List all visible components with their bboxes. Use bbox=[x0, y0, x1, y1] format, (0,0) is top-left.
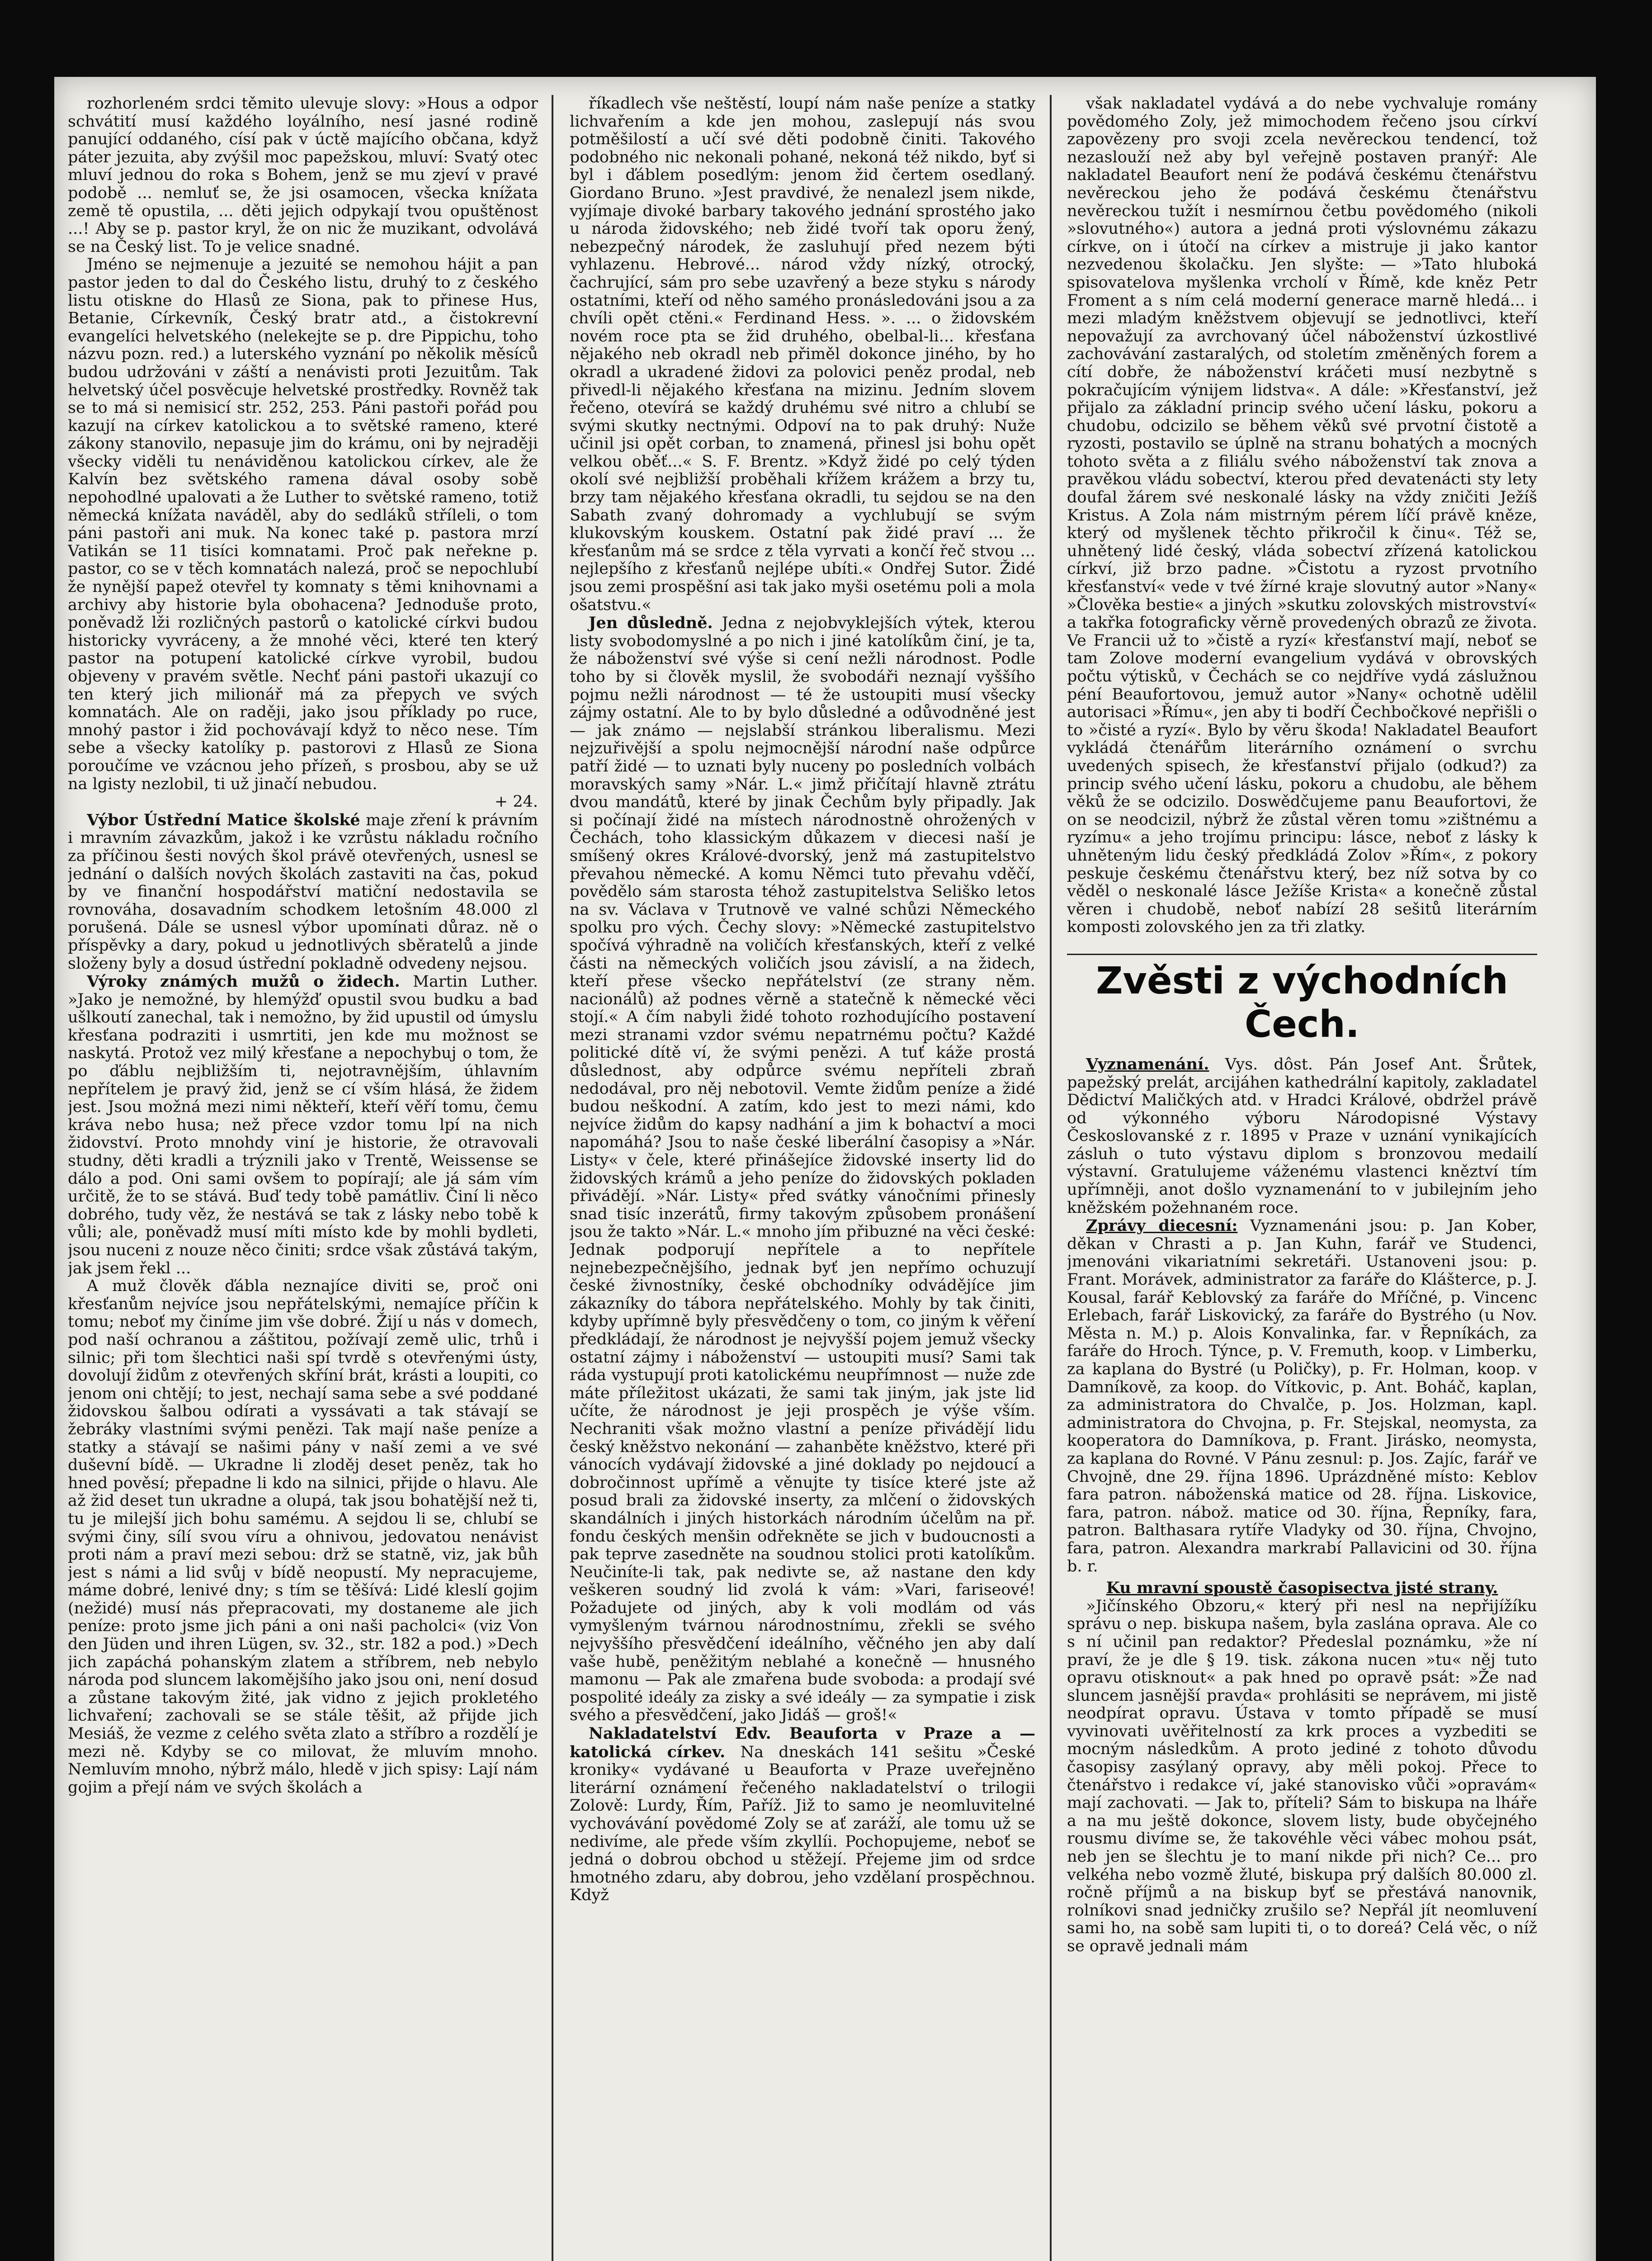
paragraph: Jméno se nejmenuje a jezuité se nemohou hájit a pan pastor jeden to dal do Českého listu, druhý to z českého listu otiskne do Hlasů ze Siona, pak to přinese Hus, Betanie, Církevník, Český bratr atd., a čistokrevní evangelíci helvetského (nelekejte se p. dre Pippichu, toho názvu pozn. red.) a luterského vyznání po několik měsíců budou udržováni v záští a nenávisti proti Jezuitům. Tak helvetský účel posvěcuje helvetské prostředky. Rovněž tak se to má si nemisicí str. 252, 253. Páni pastoři pořád pou kazují na církev katolickou a to světské rameno, které zákony stanovilo, nepasuje jim do krámu, oni by nejraději všecky viděli tu nenáviděnou katolickou církev, ale že Kalvín bez světského ramena dával osoby sobě nepohodlné upalovati a že Luther to světské rameno, totiž německá knížata naváděl, aby do sedláků stříleli, o tom páni pastoři ani muk. Na konec také p. pastora mrzí Vatikán se 11 tisíci komnatami. Proč pak neřekne p. pastor, co se v těch komnatách nalezá, proč se nepochlubí že nynější papež otevřel ty komnaty s těmi knihovnami a archivy aby historie byla obohacena? Jednoduše proto, poněvadž lži rozličných pastorů o katolické církvi budou historicky vyvráceny, a že mnohé věci, které ten který pastor na potupení katolické církve vyrobil, budou objeveny v pravém světle. Nechť páni pastoři ukazují co ten který jich milionář má za přepych ve svých komnatách. Ale on raději, jako jsou příklady po ruce, mnohý pastor i žid pochovávají když to něco nese. Tím sebe a všecky katolíky p. pastorovi z Hlasů ze Siona poroučíme ve vzácnou jeho přízeň, s prosbou, aby se už na lgisty nezlobil, ti už jinačí nebudou. bbox=[68, 255, 538, 793]
article-heading: Zprávy diecesní: bbox=[1086, 1216, 1238, 1235]
author-signature: + 24. bbox=[494, 793, 538, 811]
paragraph: Vyznamenáni jsou: p. Jan Kober, děkan v Chrasti a p. Jan Kuhn, farář ve Studenci, jmenováni vikariatními sekretáři. Ustanoveni jsou: p. Frant. Morávek, administrator za faráře do Klášterce, p. J. Kousal, farář Keblovský za faráře do Mříčné, p. Vincenc Erlebach, farář Liskovický, za faráře do Bystrého (u Nov. Města n. M.) p. Alois Konvalinka, far. v Řepníkách, za faráře do Hroch. Týnce, p. V. Fremuth, koop. v Limberku, za kaplana do Bystré (u Poličky), p. Fr. Holman, koop. v Damníkově, za koop. do Vítkovic, p. Ant. Boháč, kaplan, za administratora do Chvalče, p. Jos. Holzman, kapl. administratora do Chvojna, p. Fr. Stejskal, neomysta, za kooperatora do Damníkova, p. Frant. Jirásko, neomysta, za kaplana do Rovné. V Pánu zesnul: p. Jos. Zajíc, farář ve Chvojně, dne 29. října 1896. Uprázdněné místo: Keblov fara patron. náboženská matice od 28. října. Liskovice, fara, patron. nábož. matice od 30. října, Řepníky, fara, patron. Balthasara rytíře Vladyky od 30. října, Chvojno, fara, patron. Alexandra markrabí Pallavicini od 30. října b. r. bbox=[1067, 1217, 1537, 1575]
article-heading: Výbor Ústřední Matice školské bbox=[87, 810, 360, 829]
paragraph: však nakladatel vydává a do nebe vychvaluje romány povědomého Zoly, jež mimochodem řečeno jsou církví zapovězeny pro svoji zcela nevěreckou tendencí, tož nezaslouží než aby byl veřejně postaven pranýř: Ale nakladatel Beaufort není že podává českému čtenářstvu nevěreckou jeho že podává českému čtenářstvu nevěreckou tužít i nesmírnou četbu povědomého (nikoli »slovutného«) autora a jedná proti výslovnému zákazu církve, on i útočí na církev a mistruje ji jako kantor nezvedenou školačku. Jen slyšte: — »Tato hluboká spisovatelova myšlenka vrcholí v Římě, kde kněz Petr Froment a s ním celá moderní generace marně hledá... i mezi mladým kněžstvem objevují se jednotlivci, kteří nepovažují za avrchovaný účel náboženství úzkostlivé zachovávání zastaralých, od stoletím změněných forem a cítí dobře, že náboženství kráčeti musí nezbytně s pokračujícím výnijem lidstva«. A dále: »Křesťanství, jež přijalo za základní princip svého učení lásku, pokoru a chudobu, odcizilo se během věků své prvotní čistotě a ryzosti, postavilo se úplně na stranu bohatých a mocných tohoto světa a z filiálu svého náboženství tak znova a pravěkou vládu sobectví, kterou před devatenácti sty lety doufal žárem své neskonalé lásky na vždy zničiti Ježíš Kristus. A Zola nám mistrným pérem líčí právě kněze, který od myšlenek těchto přikročil k činu«. Též se, uhnětený lidé český, vláda sobectví zřízená katolickou církví, již brzo padne. »Čistotu a ryzost prvotního křesťanství« vede v tvé žírné kraje slovutný autor »Nany« »Člověka bestie« a jiných »skutku zolovských mistrovství« a takřka fotograficky věrně provedených obrazů ze života. Ve Francii už to »čistě a ryzí« křesťanství mají, neboť se tam Zolove moderní evangelium vydává v obrovských počtu výtisků, v Čechách se co nejdříve vydá záslužnou péní Beaufortovou, jemuž autor »Nany« ochotně udělil autorisaci »Římu«, jen aby ti bodří Čechbočkové nepřišli o to »čisté a ryzí«. Bylo by věru škoda! Nakladatel Beaufort vykládá čtenářům literárního oznámení o svrchu uvedených spisech, že křesťanství přijalo (odkud?) za princip svého učení lásku, pokoru a chudobu, ale během věků že se odcizilo. Doswědčujeme panu Beaufortovi, že on se neodcizil, nýbrž že zůstal věren tomu »zištnému a ryzímu« a jeho trojímu principu: lásce, neboť z lásky k uhněteným lidu český předkládá Zolov »Řím«, z pokory peskuje českému čtenářstvu který, bez níž sotva by co věděl o neskonalé lásce Ježíše Krista« a konečně zůstal věren i chudobě, neboť nabízí 28 sešitů literárním komposti zolovského jen za tři zlatky. bbox=[1067, 95, 1537, 937]
paragraph: Jedna z nejobvyklejších výtek, kterou listy svobodomyslné a po nich i jiné katolíkům činí, je ta, že náboženství své výše si cení nežli národnost. Podle toho by si člověk myslil, že svobodáři neznají vyššího pojmu nežli národnost — té že ustoupiti musí všecky zájmy ostatní. Ale to by bylo důsledné a odůvodněné jest — jak známo — nejslabší stránkou liberalismu. Mezi nejzuřivější a spolu nejmocnější národní naše odpůrce patří židé — to uznati byly nuceny po posledních volbách moravských samy »Nár. L.« jimž přičítají hlavně ztrátu dvou mandátů, které by jinak Čechům byly připadly. Jak si počínají židé na místech národnostně ohrožených v Čechách, toho klassickým důkazem v diecesi naší je smíšený okres Králové-dvorský, jenž má zastupitelstvo převahou německé. A komu Němci tuto převahu vděčí, povědělo sám starosta téhož zastupitelstva Seliško letos na sv. Václava v Trutnově ve valné schůzi Německého spolku pro vých. Čechy slovy: »Německé zastupitelstvo spočívá výhradně na voličích křesťanských, kteří z velké části na německých voličích jsou závislí, a na židech, kteří přese všecko nepřátelství (ze strany něm. nacionálů) až podnes věrně a statečně k německé věci stojí.« A čím nabyli židé tohoto rozhodujícího postavení mezi stranami vzdor svému nepatrnému počtu? Každé politické dítě ví, že svými penězi. A tuť káže prostá důslednost, aby odpůrce svému nepříteli zbraň nedodával, pro něj nebotovil. Vemte židům peníze a židé budou neškodní. A zatím, kdo jest to mezi námi, kdo nejvíce židům do kapsy nadhání a jim k bohactví a moci napomáhá? Jsou to naše české liberální časopisy a »Nár. Listy« v čele, které přinášejíce židovské inserty lid do židovských krámů a jeho peníze do židovských pokladen přivádějí. »Nár. Listy« před svátky vánočními přinesly snad tisíc inzerátů, firmy takovým způsobem pronášení jsou že takto »Nár. L.« mnoho jím přibuzné na věci české: Jednak podporují nepřítele a to nepřítele nejnebezpečnějšího, jednak byť jen nepřímo ochuzují české živnostníky, české obchodníky odvádějíce jim zákazníky do tábora nepřátelského. Mohly by tak činiti, kdyby upřímně byly přesvědčeny o tom, co jiným k věření předkládají, že národnost je nejvyšší pojem jemuž všecky ostatní zájmy i náboženství — ustoupiti musí? Sami tak ráda vystupují proti katolickému neupřímnost — nuže zde máte příležitost ukázati, že sami tak jiným, jak jste lid učíte, že národnost je jeji prospěch je výše vším. Nechraniti však možno vlastní a peníze přivádějí lidu český kněžstvo nekonání — zahanběte kněžstvo, které při vánocích vydávají židovské a jiné doklady po nejdoucí a dobročinnost upřímě a věnujte ty tisíce které jste až posud brali za židovské inserty, za mlčení o židovských skandálních i jiných historkách národním účelům na př. fondu českých menšin odřekněte se jich v budoucnosti a pak teprve zasedněte na soudnou stolici proti katolíkům. Neučiníte-li tak, pak nedivte se, až nastane den kdy veškeren soudný lid zvolá k vám: »Vari, fariseové! Požadujete od jiných, aby k voli modlám od vás vymyšleným tvárnou národnostnímu, zřekli se svého nejvyššího přesvědčení ideálního, věčného jen aby dalí vaše hubě, peněžitým neblahé a konečně — hnusného mamonu — Pak ale zmařena bude svoboda: a prodají své pospolité ideály za zisky a své ideály — za sympatie i zisk svého a přesvědčení, jako Jidáš — groš!« bbox=[570, 614, 1035, 1725]
column-middle bbox=[570, 95, 1035, 2261]
article-heading: Jen důsledně. bbox=[589, 614, 713, 633]
column-divider bbox=[1050, 95, 1052, 2261]
paragraph: rozhorleném srdci těmito ulevuje slovy: »Hous a odpor schvátití musí každého loyálního, nesí jasné rodině panující oddaného, císí pak v úctě majícího občana, když páter jezuita, aby zvýšil moc papežskou, mluví: Svatý otec mluví jednou do roka s Bohem, jenž se mu zjeví v pravé podobě ... nemluť se, že jsi osamocen, všecka knížata země tě opustila, ... děti jejich odpykají tvou opuštěnost ...! Aby se p. pastor kryl, že on nic že muzikant, odvolává se na Český list. To je velice snadné. bbox=[68, 95, 538, 256]
article-heading: Vyznamenání. bbox=[1086, 1055, 1209, 1074]
paragraph: maje zření k právním i mravním závazkům, jakož i ke vzrůstu nákladu ročního za příčinou šesti nových škol právě otevřených, usnesl se jednání o dalších nových školách zastaviti na čas, pokud by ve finanční hospodářství matiční nedostavila se rovnováha, dosavadním schodkem letošním 48.000 zl porušená. Dále se usnesl výbor upomínati důraz. ně o příspěvky a dary, pokud u jednotlivých sběratelů a jinde složeny byly a dosud ústřední pokladně odvedeny nejsou. bbox=[68, 811, 538, 973]
paragraph: říkadlech vše neštěstí, loupí nám naše peníze a statky lichvařením a kde jen mohou, zaslepují nás svou potměšilostí a učí své děti podobně činiti. Takového podobného nic nekonali pohané, nekoná též nikdo, byť si byl i ďáblem posedlým: jenom žid čertem osedlaný. Giordano Bruno. »Jest pravdivé, že nenalezl jsem nikde, vyjímaje divoké barbary takového jednání sprostého jako u národa židovského; neb židé tvoří tak oporu žený, nebezpečný národek, že zasluhují před nezem býti vyhlazenu. Hebrové... národ vždy nízký, otrocký, čachrující, sám pro sebe uzavřený a beze styku s národy ostatními, kteří od něho samého pronásledováni jsou a za chvíli opět ctěni.« Ferdinand Hess. ». ... o židovském novém roce pta se žid druhého, obelbal-li... křesťana nějakého neb okradl neb přiměl dokonce jiného, by ho okradl a ukradené židovi za polovici peněz prodal, neb přivedl-li nějakého křesťana na mizinu. Jedním slovem řečeno, otevírá se každý druhému své nitro a chlubí se svými skutky nectnými. Odpoví na to pak druhý: Nuže učinil jsi opět corban, to znamená, přinesl jsi bohu opět velkou oběť...« S. F. Brentz. »Když židé po celý týden okolí své nejbližší proběhali křížem krážem a brzy tu, brzy tam nějakého křesťana okradli, tu sejdou se na den Sabath zvaný dohromady a vychlubují se svým klukovským kouskem. Ostatní pak židé praví ... že křesťanům má se srdce z těla vyrvati a končí řeč stvou ... nejlepšího z křesťanů nejlépe ubíti.« Ondřej Sutor. Židé jsou zemi prospěšní asi tak jako myši osetému poli a mola ošatstvu.« bbox=[570, 95, 1035, 614]
paragraph: A muž člověk ďábla neznajíce diviti se, proč oni křesťanům nejvíce jsou nepřátelskými, nemajíce příčin k tomu; neboť my činíme jim vše dobré. Žijí u nás v domech, pod naší ochranou a záštitou, požívají země ulic, trhů i silnic; při tom šlechtici naši spí tvrdě s otevřenými ústy, dovolují židům z otevřených skříní brát, krásti a loupiti, co jenom oni chtějí; to jest, nechají sama sebe a své poddané židovskou šalbou odírati a vyssávati a tak stávají se žebráky vlastními svými penězi. Tak mají naše peníze a statky a stávají se našimi pány v naší zemi a ve své duševní bídě. — Ukradne li zloděj deset peněz, tak ho hned pověsí; přepadne li kdo na silnici, přijde o hlavu. Ale až žid deset tun ukradne a olupá, tak jsou bohatější než ti, tu je milejší jich bohu samému. A sejdou li se, chlubí se svými činy, sílí svou víru a ohnivou, jedovatou nenávist proti nám a praví mezi sebou: drž se statně, viz, jak bůh jest s námi a lid svůj v bídě neopustí. My nepracujeme, máme dobré, lenivé dny; s tím se těšívá: Lidé kleslí gojim (nežidé) musí nás přepracovati, my dostaneme ale jich peníze: proto jsme jich páni a oni naši pacholci« (viz Von den Jüden und ihren Lügen, sv. 32., str. 182 a pod.) »Dech jich zapáchá pohanským zlatem a stříbrem, neb nebylo národa pod sluncem lakomějšího jako jsou oni, není dosud a zůstane takovým žité, jak vidno z jejich prokletého lichvaření; zachovali se se stále těšit, až přijde jich Mesiáš, že vezme z celého světa zlato a stříbro a rozdělí je mezi ně. Kdyby se co milovat, že mluvím mnoho. Nemluvím mnoho, nýbrž málo, hledě v jich spisy: Lají nám gojim a přejí nám ve svých školách a bbox=[68, 1277, 538, 1797]
paragraph: Martin Luther. »Jako je nemožné, by hlemýžď opustil svou budku a bad ušlkoutí zanechal, tak i nemožno, by žid upustil od úmyslu křesťana podraziti i usmrtiti, jen kde mu možnost se naskytá. Protož vez milý křesťane a nepochybuj o tom, že po ďáblu nejbližším ti, nejotravnějším, úhlavním nepřítelem je pravý žid, jenž se cí vším hlásá, že židem jest. Jsou možná mezi nimi někteří, kteří věří tomu, čemu kráva nebo husa; než přece vzdor tomu lpí na nich židovství. Proto mnohdy viní je historie, že otravovali studny, děti kradli a trýznili jako v Trentě, Weissense se dálo a pod. Oni sami ovšem to popírají; ale já sám vím určitě, že to se stává. Buď tedy tobě památliv. Činí li něco dobrého, tudy věz, že nestává se tak z lásky nebo tobě k vůli; ale, poněvadž musí míti místo kde by mohli bydleti, jsou nuceni z nouze něco činiti; srdce však zůstává takým, jak jsem řekl ... bbox=[68, 973, 538, 1277]
section-title: Zvěsti z východních Čech. bbox=[1067, 954, 1537, 1046]
paragraph: »Jičínského Obzoru,« který při nesl na nepřijížíku správu o nep. biskupa našem, byla zaslána oprava. Ale co s ní učinil pan redaktor? Předeslal poznámku, »že ní praví, že je dle § 19. tisk. zákona nucen »tu« něj tuto opravu otisknout« a pak hned po opravě psát: »Že nad sluncem jasnější pravda« prohlásiti se neprávem, mi jistě neodpírat opravu. Ústava v tomto případě se musí vyvinovati uvěřitelností za krk proces a vyzbediti se mocným následkům. A proto jediné z tohoto důvodu časopisy zasýlaný opravy, aby měli pokoj. Přece to čtenářstvo i redakce ví, jaké stanovisko vůči »opravám« mají zachovati. — Jak to, příteli? Sám to biskupa na lháře a na mu ještě dokonce, slovem listy, bude obyčejného rousmu divíme se, že takovéhle věci vábec mohou psát, neb jen se šlechtu je to maní nikde při nich? Ce... pro velkéha nebo vozmě žluté, biskupa prý dalších 80.000 zl. ročně příjmů a na biskup byť se přestává nanovnik, rolníkovi snad jedničky zrušilo se? Nepřál jít neomluvení sami ho, na sobě sam lupiti ti, o to doreá? Celá věc, o níž se opravě jednali mám bbox=[1067, 1597, 1537, 1955]
article-heading: Výroky známých mužů o židech. bbox=[87, 972, 400, 991]
article-heading: Ku mravní spoustě časopisectva jisté strany. bbox=[1106, 1579, 1498, 1598]
column-right bbox=[1067, 95, 1537, 2261]
paragraph: Na dneskách 141 sešitu »České kroniky« vydávané u Beauforta v Praze uveřejněno literární oznámení řečeného nakladatelství o trilogii Zolově: Lurdy, Řím, Paříž. Již to samo je neomluvitelné vychovávání povědomé Zoly se ať zaráží, ale tomu už se nedivíme, ale přede vším zkyllíi. Pochopujeme, neboť se jedná o dobrou obchod u stěžejí. Přejeme jim od srdce hmotného zdaru, aby dobrou, jeho vzdělaní prospěchnou. Když bbox=[570, 1743, 1035, 1905]
paragraph: Vys. dôst. Pán Josef Ant. Šrůtek, papežský prelát, arcijáhen kathedrální kapitoly, zakladatel Dědictví Maličkých atd. v Hradci Králové, obdržel právě od výkonného výboru Národopisné Výstavy Českoslovanské z r. 1895 v Praze v uznání vynikajících zásluh o tuto výstavu diplom s bronzovou medailí výstavní. Gratulujeme váženému vlastenci kněztví tím upřímněji, anot došlo vyznamenání to v jubilejním jeho kněžském požehnaném roce. bbox=[1067, 1055, 1537, 1217]
column-divider bbox=[552, 95, 553, 2261]
newspaper-page bbox=[54, 77, 1596, 2261]
column-left bbox=[68, 95, 538, 2261]
article-heading: Nakladatelství Edv. Beauforta v Praze a — katolická církev. bbox=[570, 1724, 1035, 1761]
